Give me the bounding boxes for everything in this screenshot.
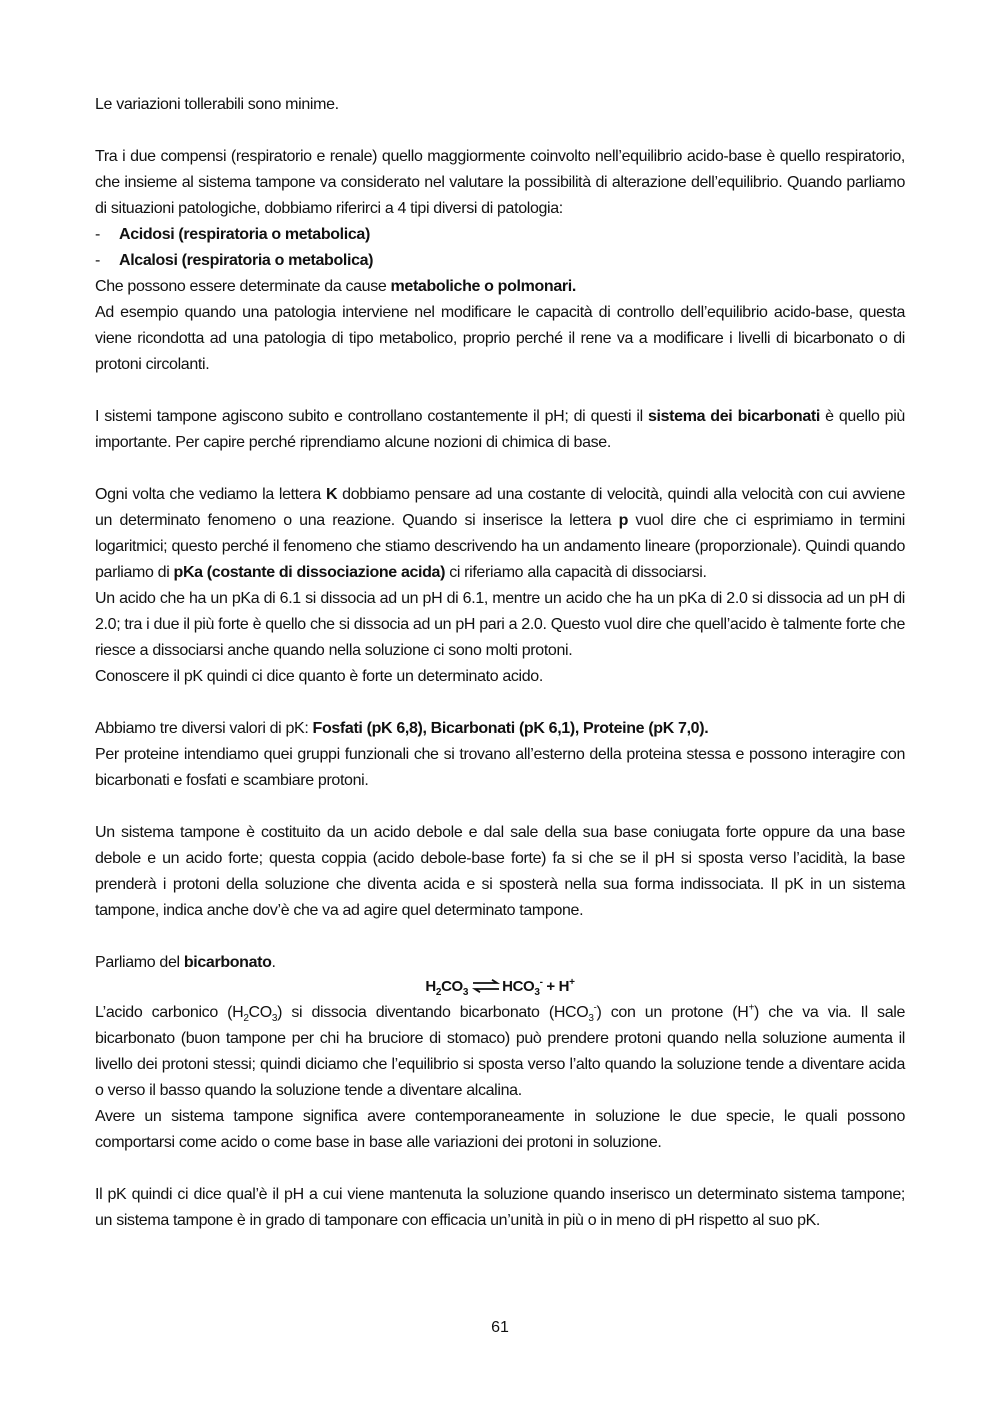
paragraph: L’acido carbonico $(H_2CO_3)$ si dissocia diventando bicarbonato $(HCO_3^-)$ con un protone (H+) che va via. Il sale bicarbonato (buon tampone per chi ha bruciore di stomaco) può prendere protoni quando nella soluzione aumenta il livello dei protoni stessi; quindi diciamo che l’equilibrio si sposta verso l’alto quando la soluzione tende a diventare acida o verso il basso quando la soluzione tende a diventare alcalina.	[95, 1002, 905, 1099]
paragraph: Un acido che ha un pKa di 6.1 si dissocia ad un pH di 6.1, mentre un acido che ha un pKa di 2.0 si dissocia ad un pH di 2.0; tra i due il più forte è quello che si dissocia ad un pH pari a 2.0. Questo vuol dire che quell’acido è talmente forte che riesce a dissociarsi anche quando nella soluzione ci sono molti protoni.	[95, 590, 905, 659]
paragraph: Per proteine intendiamo quei gruppi funzionali che si trovano all’esterno della proteina stessa e possono interagire con bicarbonati e fosfati e scambiare protoni.	[95, 746, 905, 789]
list-item-text: Acidosi (respiratoria o metabolica)	[119, 226, 370, 243]
list-bullet: -	[95, 226, 100, 243]
equilibrium-arrows-icon	[471, 979, 501, 993]
paragraph: Le variazioni tollerabili sono minime.	[95, 96, 339, 113]
paragraph: Ogni volta che vediamo la lettera K dobbiamo pensare ad una costante di velocità, quindi alla velocità con cui avviene un determinato fenomeno o una reazione. Quando si inserisce la lettera p vuol dire che ci esprimiamo in termini logaritmici; questo perché il fenomeno che stiamo descrivendo ha un andamento lineare (proporzionale). Quindi quando parliamo di pKa (costante di dissociazione acida) ci riferiamo alla capacità di dissociarsi.	[95, 486, 906, 581]
list-bullet: -	[95, 252, 100, 269]
paragraph: I sistemi tampone agiscono subito e controllano costantemente il pH; di questi il sistema dei bicarbonati è quello più importante. Per capire perché riprendiamo alcune nozioni di chimica di base.	[95, 408, 905, 451]
paragraph: Parliamo del bicarbonato.	[95, 954, 276, 971]
list-item-text: Alcalosi (respiratoria o metabolica)	[119, 252, 374, 269]
paragraph: Tra i due compensi (respiratorio e renale) quello maggiormente coinvolto nell’equilibrio acido-base è quello respiratorio, che insieme al sistema tampone va considerato nel valutare la possibilità di alterazione dell’equilibrio. Quando parliamo di situazioni patologiche, dobbiamo riferirci a 4 tipi diversi di patologia:	[95, 148, 905, 217]
chemical-equation: $H_2CO_3$ $HCO_3^- + H^+$	[425, 977, 575, 998]
paragraph: Un sistema tampone è costituito da un acido debole e dal sale della sua base coniugata forte oppure da una base debole e un acido forte; questa coppia (acido debole-base forte) fa si che se il pH si sposta verso l’acidità, la base prenderà i protoni della soluzione che diventa acida e si sposterà nella sua forma indissociata. Il pK in un sistema tampone, indica anche dov’è che va ad agire quel determinato tampone.	[95, 824, 905, 919]
page-number: 61	[491, 1319, 509, 1336]
paragraph: Avere un sistema tampone significa avere contemporaneamente in soluzione le due specie, le quali possono comportarsi come acido o come base in base alle variazioni dei protoni in soluzione.	[95, 1108, 905, 1151]
paragraph: Conoscere il pK quindi ci dice quanto è forte un determinato acido.	[95, 668, 543, 685]
list-item	[95, 248, 905, 274]
paragraph: Ad esempio quando una patologia interviene nel modificare le capacità di controllo dell’equilibrio acido-base, questa viene ricondotta ad una patologia di tipo metabolico, proprio perché il rene va a modificare i livelli di bicarbonato o di protoni circolanti.	[95, 304, 905, 373]
paragraph: Il pK quindi ci dice qual’è il pH a cui viene mantenuta la soluzione quando inserisco un determinato sistema tampone; un sistema tampone è in grado di tamponare con efficacia un’unità in più o in meno di pH rispetto al suo pK.	[95, 1186, 905, 1229]
document-body	[95, 92, 905, 1234]
paragraph: Abbiamo tre diversi valori di pK: Fosfati (pK 6,8), Bicarbonati (pK 6,1), Proteine (pK 7,0).	[95, 720, 709, 737]
paragraph: Che possono essere determinate da cause metaboliche o polmonari.	[95, 278, 576, 295]
list-item	[95, 222, 905, 248]
